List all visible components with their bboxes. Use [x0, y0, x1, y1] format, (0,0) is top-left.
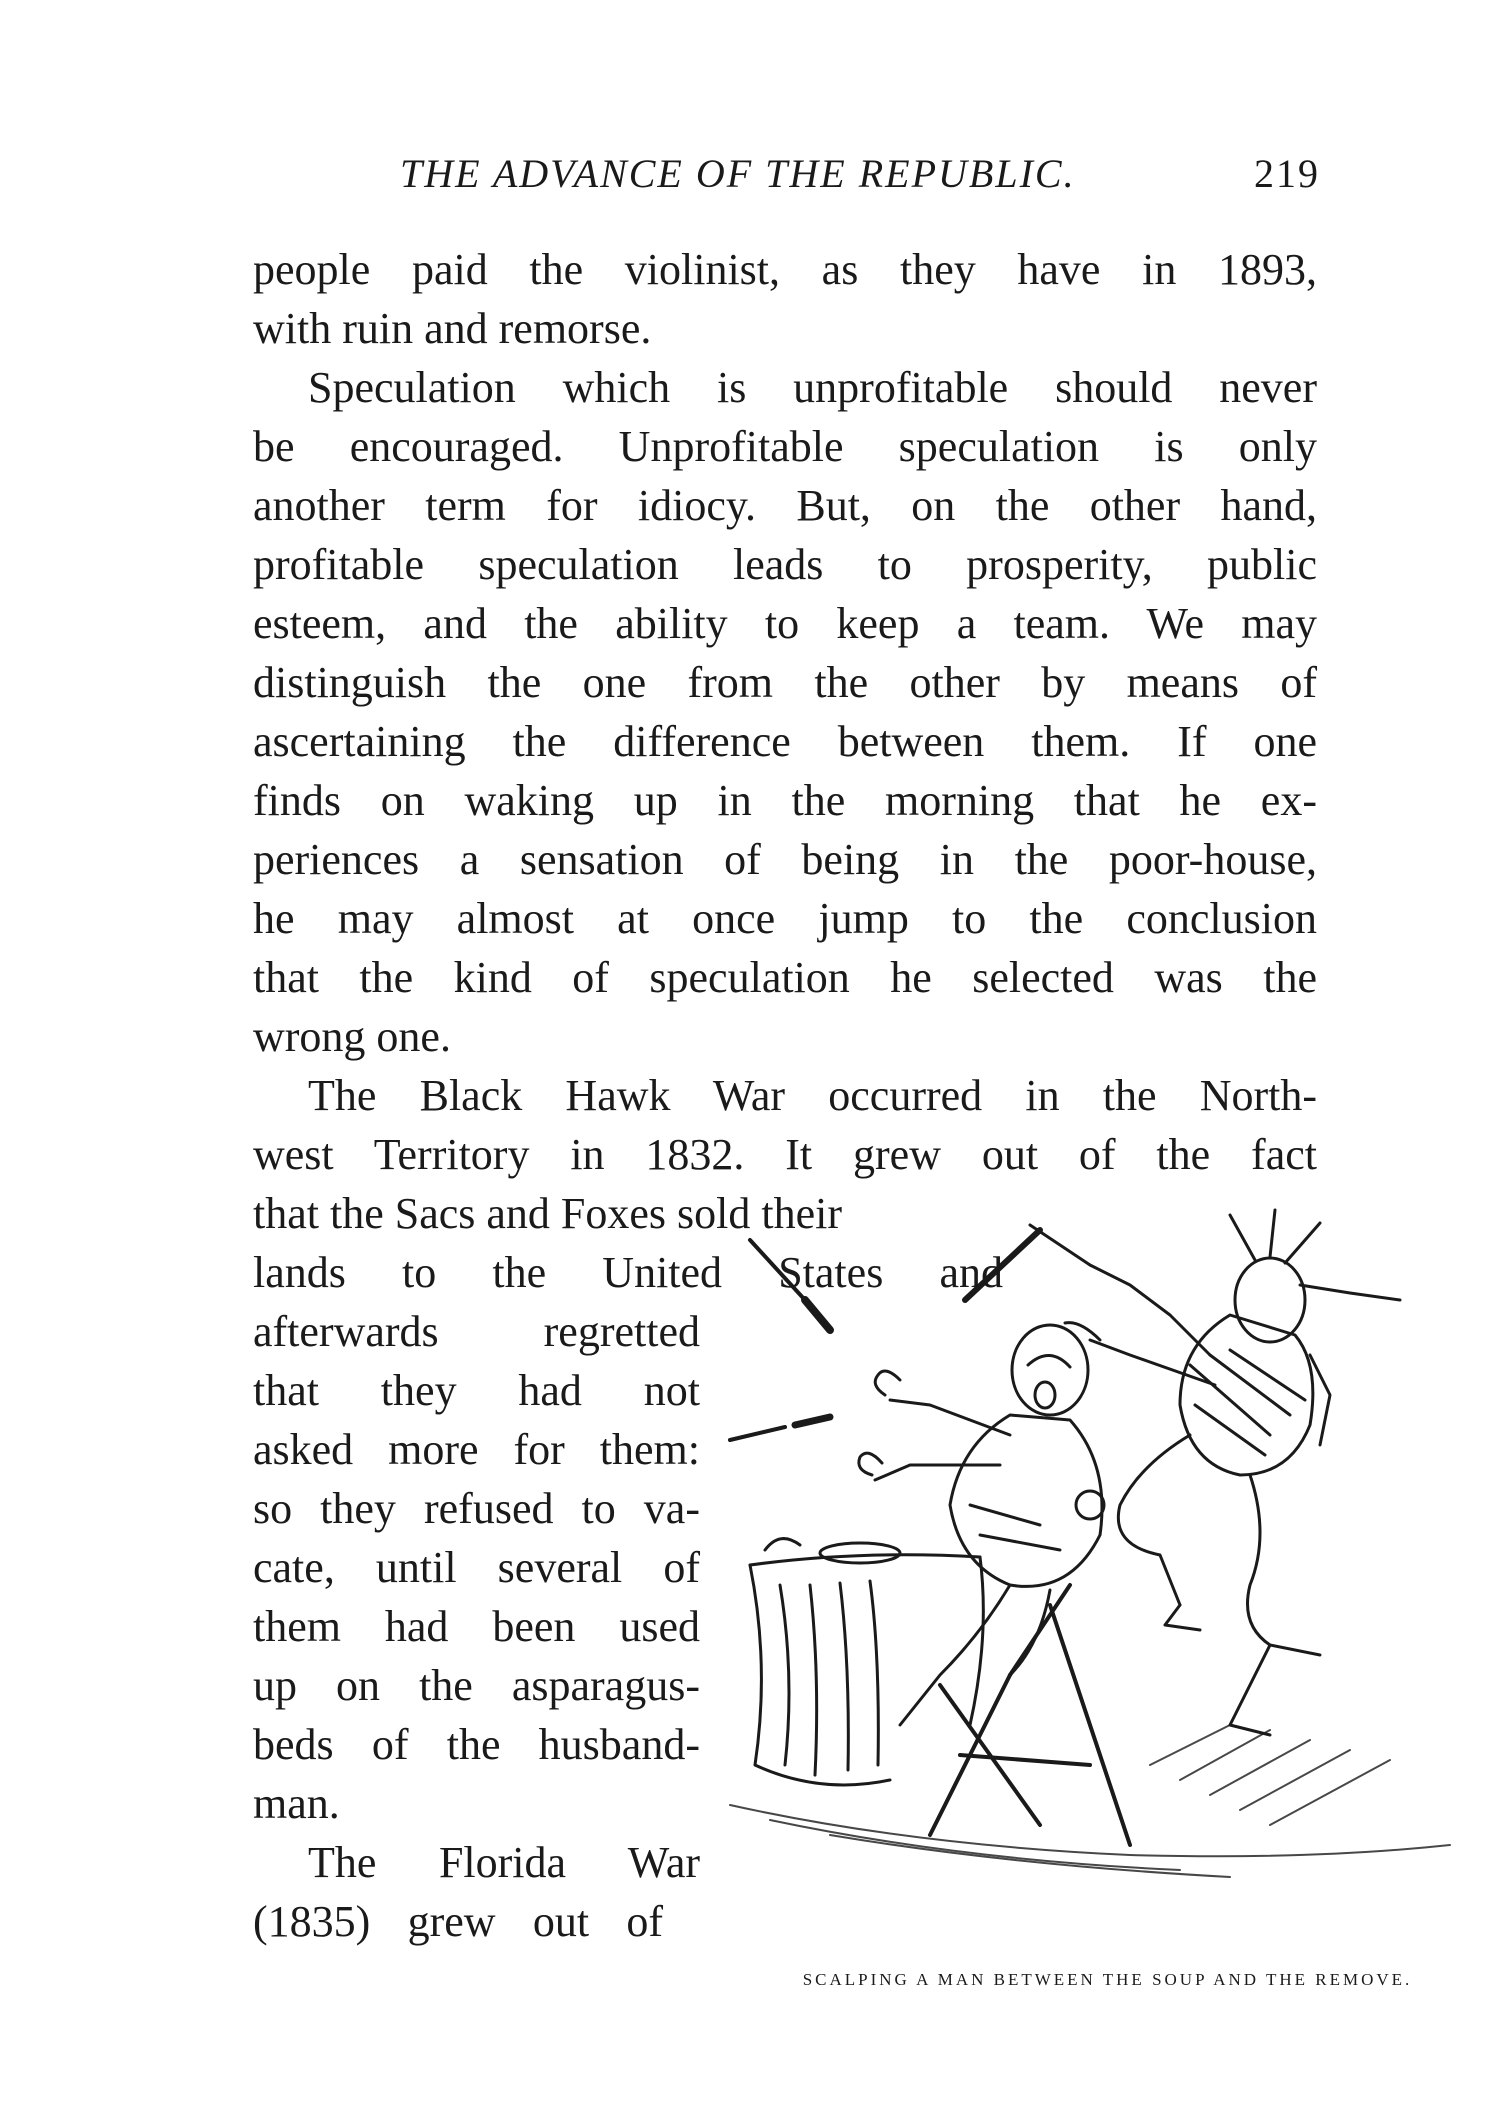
- text-line: that they had not: [253, 1366, 700, 1415]
- text-line: profitable speculation leads to prosperity, public: [253, 540, 1317, 589]
- text-line: wrong one.: [253, 1012, 451, 1061]
- attacking-figure: [965, 1210, 1400, 1735]
- illustration-caption: SCALPING A MAN BETWEEN THE SOUP AND THE REMOVE.: [802, 1970, 1413, 1989]
- table: [750, 1539, 983, 1785]
- text-line: man.: [253, 1779, 340, 1828]
- text-line: asked more for them:: [253, 1425, 700, 1474]
- text-line: that the kind of speculation he selected was the: [253, 953, 1317, 1002]
- text-line: another term for idiocy. But, on the other hand,: [253, 481, 1317, 530]
- text-line: esteem, and the ability to keep a team. We may: [253, 599, 1317, 648]
- text-line: Speculation which is unprofitable should never: [308, 363, 1317, 412]
- text-line: up on the asparagus-: [253, 1661, 700, 1710]
- chair: [930, 1585, 1130, 1845]
- text-line: he may almost at once jump to the conclusion: [253, 894, 1317, 943]
- page-number: 219: [1254, 151, 1320, 196]
- text-line: afterwards regretted: [253, 1307, 700, 1356]
- text-line: lands to the United States and: [253, 1248, 1003, 1297]
- text-line: distinguish the one from the other by means of: [253, 658, 1317, 707]
- text-line: with ruin and remorse.: [253, 304, 652, 353]
- text-line: so they refused to va-: [253, 1484, 700, 1533]
- flying-cutlery: [730, 1240, 830, 1440]
- text-line: them had been used: [253, 1602, 700, 1651]
- text-line: periences a sensation of being in the poor-house,: [253, 835, 1317, 884]
- text-line: finds on waking up in the morning that he ex-: [253, 776, 1317, 825]
- text-line: The Florida War: [308, 1838, 700, 1887]
- text-line: cate, until several of: [253, 1543, 700, 1592]
- text-line: (1835) grew out of: [253, 1897, 663, 1946]
- text-line: that the Sacs and Foxes sold their: [253, 1189, 843, 1238]
- text-line: people paid the violinist, as they have in 1893,: [253, 245, 1317, 294]
- running-head: [400, 150, 1320, 200]
- text-line: beds of the husband-: [253, 1720, 700, 1769]
- text-line: be encouraged. Unprofitable speculation is only: [253, 422, 1317, 471]
- text-line: The Black Hawk War occurred in the North-: [308, 1071, 1317, 1120]
- text-line: west Territory in 1832. It grew out of the fact: [253, 1130, 1317, 1179]
- scalping-illustration: [710, 1205, 1480, 1885]
- text-line: ascertaining the difference between them. If one: [253, 717, 1317, 766]
- running-head-title: THE ADVANCE OF THE REPUBLIC.: [400, 151, 1076, 196]
